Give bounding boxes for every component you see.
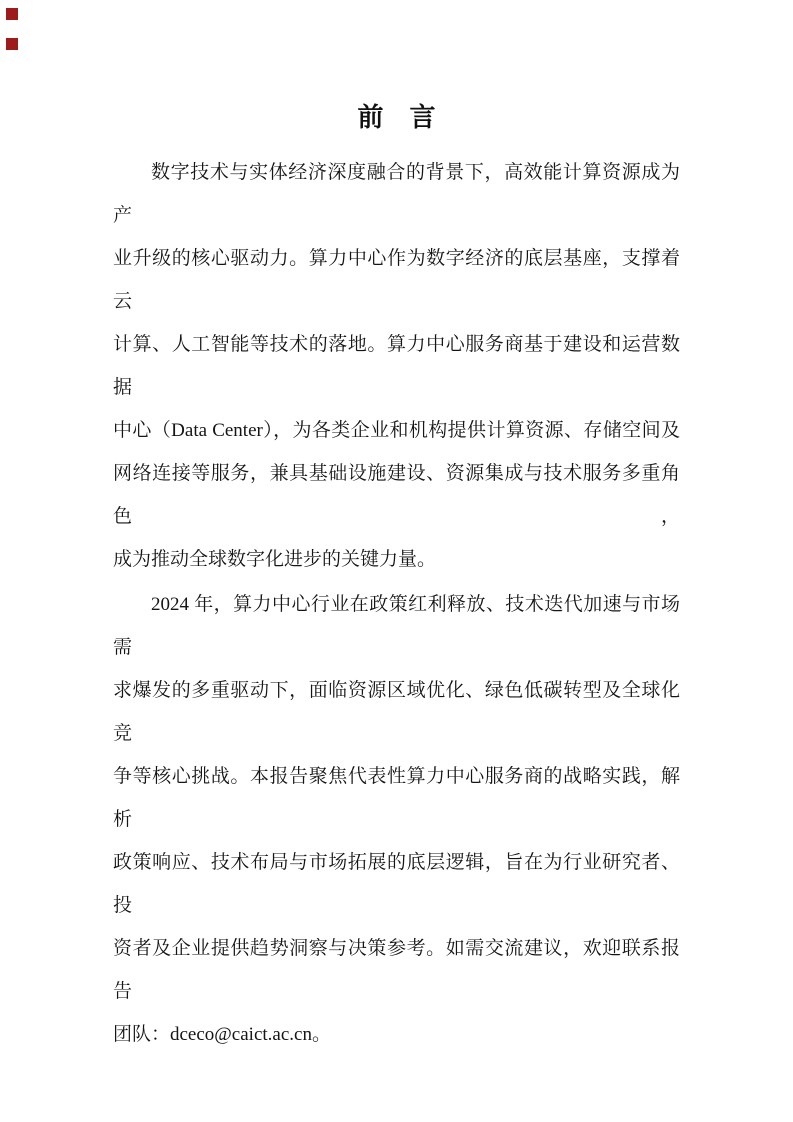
paragraph-line: 中心（Data Center），为各类企业和机构提供计算资源、存储空间及 — [113, 420, 680, 441]
red-square-mark-1 — [6, 8, 18, 20]
page-title: 前 言 — [357, 103, 436, 132]
paragraph-line: 成为推动全球数字化进步的关键力量。 — [113, 549, 437, 570]
paragraph-line: 业升级的核心驱动力。算力中心作为数字经济的底层基座，支撑着云 — [113, 248, 680, 312]
paragraph-line: 计算、人工智能等技术的落地。算力中心服务商基于建设和运营数据 — [113, 334, 680, 398]
paragraph-line: 资者及企业提供趋势洞察与决策参考。如需交流建议，欢迎联系报告 — [113, 938, 680, 1002]
paragraph-2 — [113, 583, 680, 1056]
red-square-mark-2 — [6, 38, 18, 50]
paragraph-line: 争等核心挑战。本报告聚焦代表性算力中心服务商的战略实践，解析 — [113, 766, 680, 830]
paragraph-line: 网络连接等服务，兼具基础设施建设、资源集成与技术服务多重角色， — [113, 463, 680, 527]
paragraph-line: 求爆发的多重驱动下，面临资源区域优化、绿色低碳转型及全球化竞 — [113, 680, 680, 744]
paragraph-line contact-email-line: 团队：dceco@caict.ac.cn。 — [113, 1024, 331, 1045]
paragraph-line: 政策响应、技术布局与市场拓展的底层逻辑，旨在为行业研究者、投 — [113, 852, 680, 916]
paragraph-line: 数字技术与实体经济深度融合的背景下，高效能计算资源成为产 — [113, 162, 680, 226]
page-content — [113, 96, 680, 1056]
paragraph-1 — [113, 151, 680, 581]
paragraph-line: 2024 年，算力中心行业在政策红利释放、技术迭代加速与市场需 — [113, 594, 680, 658]
